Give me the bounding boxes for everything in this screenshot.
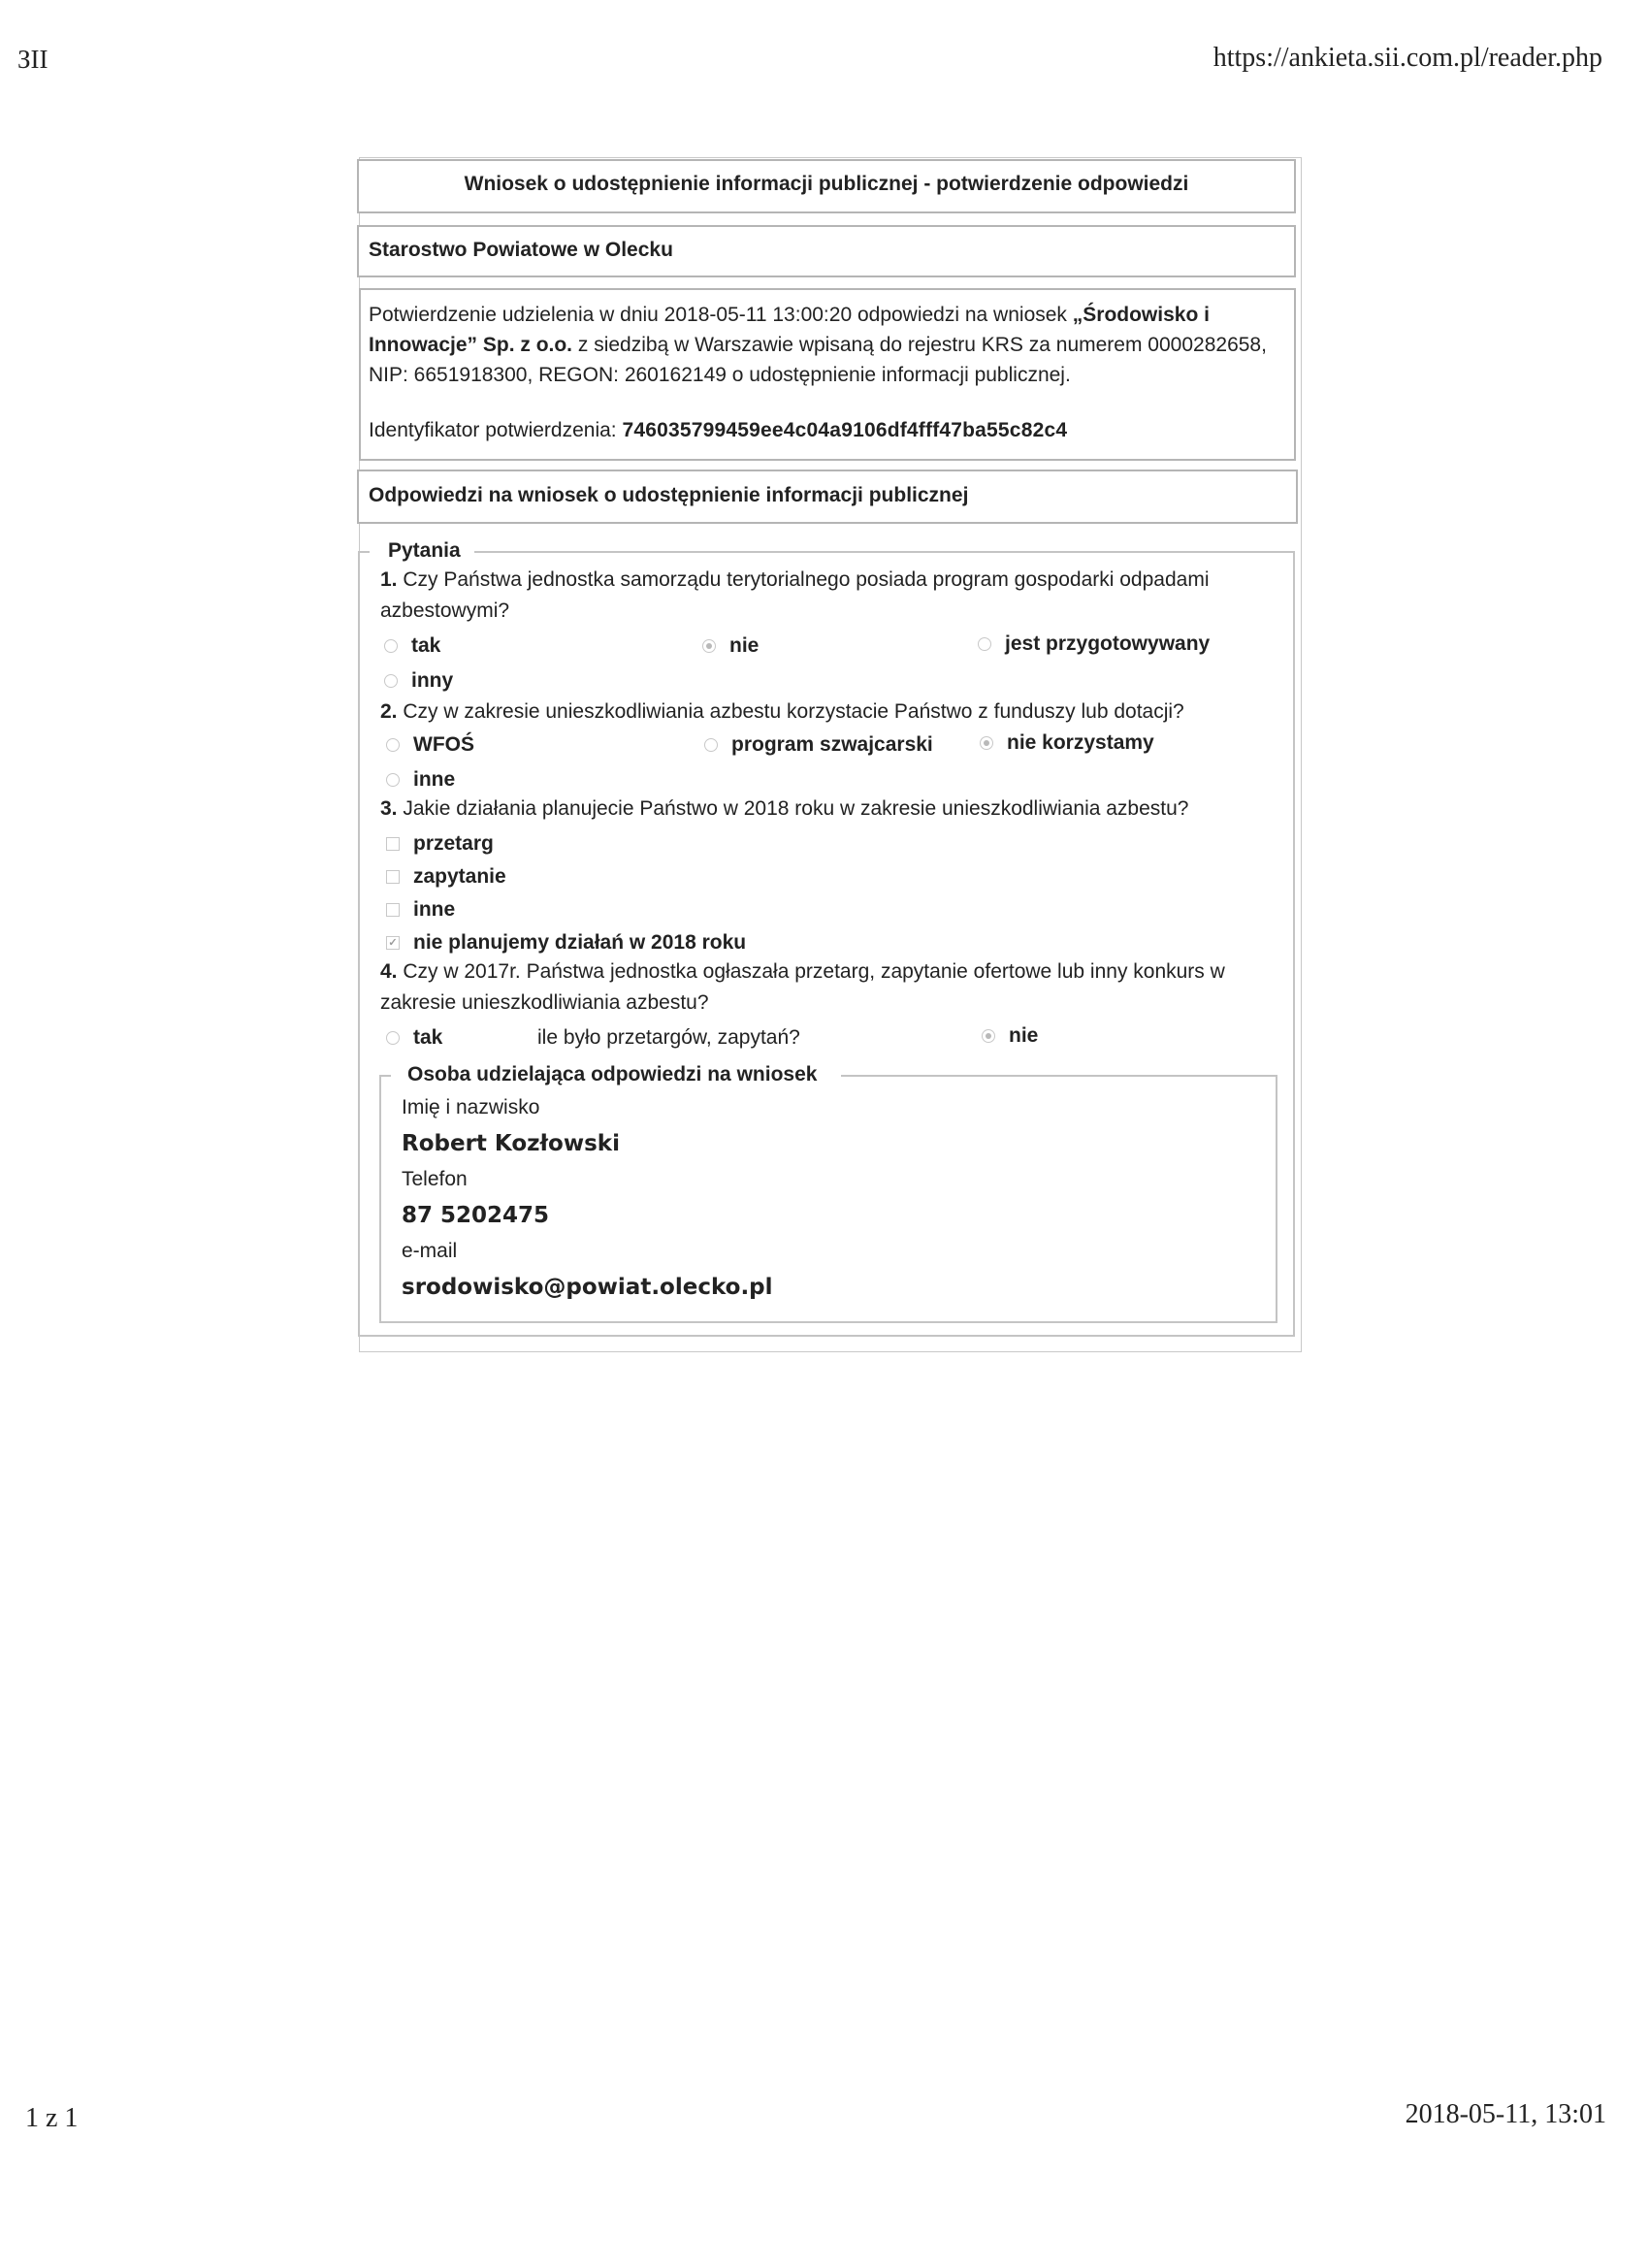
option-label: WFOŚ <box>413 733 474 756</box>
question-3 <box>380 794 1244 825</box>
radio-icon[interactable] <box>384 639 398 653</box>
question-number: 2. <box>380 700 398 723</box>
q1-option-inny[interactable] <box>384 669 453 693</box>
print-footer-datetime: 2018-05-11, 13:01 <box>1405 2099 1606 2129</box>
radio-icon[interactable] <box>386 773 400 787</box>
respondent-legend: Osoba udzielająca odpowiedzi na wniosek <box>400 1063 824 1086</box>
radio-selected-icon[interactable] <box>702 639 716 653</box>
option-label: przetarg <box>413 832 494 855</box>
q1-option-jest-przygotowywany[interactable] <box>978 632 1210 656</box>
form-title-box <box>357 159 1296 213</box>
checkbox-checked-icon[interactable]: ✓ <box>386 936 400 950</box>
question-1 <box>380 565 1244 627</box>
option-label: nie <box>729 634 760 657</box>
option-label: inny <box>411 669 454 692</box>
option-label: jest przygotowywany <box>1005 632 1211 655</box>
radio-icon[interactable] <box>978 637 991 651</box>
checkbox-icon[interactable] <box>386 837 400 851</box>
q3-option-nie-planujemy[interactable] <box>386 931 746 955</box>
print-header-url: https://ankieta.sii.com.pl/reader.php <box>1212 43 1602 73</box>
answers-title-box <box>357 470 1298 524</box>
confirmation-id-value: 746035799459ee4c04a9106df4fff47ba55c82c4 <box>622 419 1068 441</box>
radio-icon[interactable] <box>386 738 400 752</box>
confirmation-company: „Środowisko i Innowacje” Sp. z o.o. <box>369 304 1210 356</box>
question-text: Jakie działania planujecie Państwo w 2018 roku w zakresie unieszkodliwiania azbestu? <box>397 797 1189 820</box>
q2-option-program-szwajcarski[interactable] <box>704 733 933 757</box>
checkbox-icon[interactable] <box>386 870 400 884</box>
office-box <box>357 225 1296 277</box>
confirmation-id <box>369 419 1067 442</box>
respondent-email: srodowisko@powiat.olecko.pl <box>402 1275 773 1300</box>
respondent-name: Robert Kozłowski <box>402 1131 620 1156</box>
q2-option-inne[interactable] <box>386 768 455 792</box>
q3-option-inne[interactable] <box>386 898 455 922</box>
email-label: e-mail <box>402 1240 458 1262</box>
option-label: inne <box>413 898 456 921</box>
option-label: inne <box>413 768 456 791</box>
answers-title: Odpowiedzi na wniosek o udostępnienie informacji publicznej <box>369 484 969 506</box>
question-number: 1. <box>380 568 398 591</box>
radio-icon[interactable] <box>704 738 718 752</box>
confirmation-text-2: z siedzibą w Warszawie wpisaną do rejestru KRS za numerem 0000282658, NIP: 6651918300, REGON: 260162149 o udostępnienie informacji publicznej. <box>369 334 1267 386</box>
q2-option-wfos[interactable] <box>386 733 474 757</box>
questions-legend: Pytania <box>380 539 469 563</box>
radio-icon[interactable] <box>386 1031 400 1045</box>
radio-icon[interactable] <box>384 674 398 688</box>
q4-option-nie[interactable] <box>982 1024 1038 1048</box>
q3-option-przetarg[interactable] <box>386 832 494 856</box>
confirmation-text <box>369 300 1280 390</box>
print-header-left: ЗII <box>17 45 48 74</box>
q4-option-tak[interactable] <box>386 1026 442 1050</box>
checkbox-icon[interactable] <box>386 903 400 917</box>
confirmation-box <box>359 288 1296 461</box>
q2-option-nie-korzystamy[interactable] <box>980 731 1154 755</box>
option-label: tak <box>411 634 441 657</box>
confirmation-text-1: Potwierdzenie udzielenia w dniu 2018-05-11 13:00:20 odpowiedzi na wniosek <box>369 304 1073 326</box>
question-text: Czy Państwa jednostka samorządu terytorialnego posiada program gospodarki odpadami azbestowymi? <box>380 568 1210 622</box>
q4-followup-label: ile było przetargów, zapytań? <box>537 1026 800 1049</box>
option-label: nie planujemy działań w 2018 roku <box>413 931 747 954</box>
option-label: program szwajcarski <box>731 733 933 756</box>
option-label: nie korzystamy <box>1007 731 1154 754</box>
question-text: Czy w zakresie unieszkodliwiania azbestu korzystacie Państwo z funduszy lub dotacji? <box>397 700 1184 723</box>
form-title: Wniosek o udostępnienie informacji publicznej - potwierdzenie odpowiedzi <box>464 173 1189 195</box>
question-4 <box>380 956 1244 1019</box>
confirmation-id-label: Identyfikator potwierdzenia: <box>369 419 623 441</box>
option-label: tak <box>413 1026 443 1049</box>
q1-option-nie[interactable] <box>702 634 759 658</box>
option-label: nie <box>1009 1024 1039 1047</box>
phone-label: Telefon <box>402 1168 468 1190</box>
q1-option-tak[interactable] <box>384 634 440 658</box>
question-number: 4. <box>380 960 398 983</box>
question-text: Czy w 2017r. Państwa jednostka ogłaszała przetarg, zapytanie ofertowe lub inny konkurs w zakresie unieszkodliwiania azbestu? <box>380 960 1225 1014</box>
question-number: 3. <box>380 797 398 820</box>
radio-selected-icon[interactable] <box>980 736 993 750</box>
option-label: zapytanie <box>413 865 506 888</box>
radio-selected-icon[interactable] <box>982 1029 995 1043</box>
q3-option-zapytanie[interactable] <box>386 865 506 889</box>
print-footer-page: 1 z 1 <box>25 2103 79 2133</box>
name-label: Imię i nazwisko <box>402 1096 540 1118</box>
question-2 <box>380 697 1244 728</box>
respondent-phone: 87 5202475 <box>402 1203 550 1228</box>
office-name: Starostwo Powiatowe w Olecku <box>369 239 673 261</box>
